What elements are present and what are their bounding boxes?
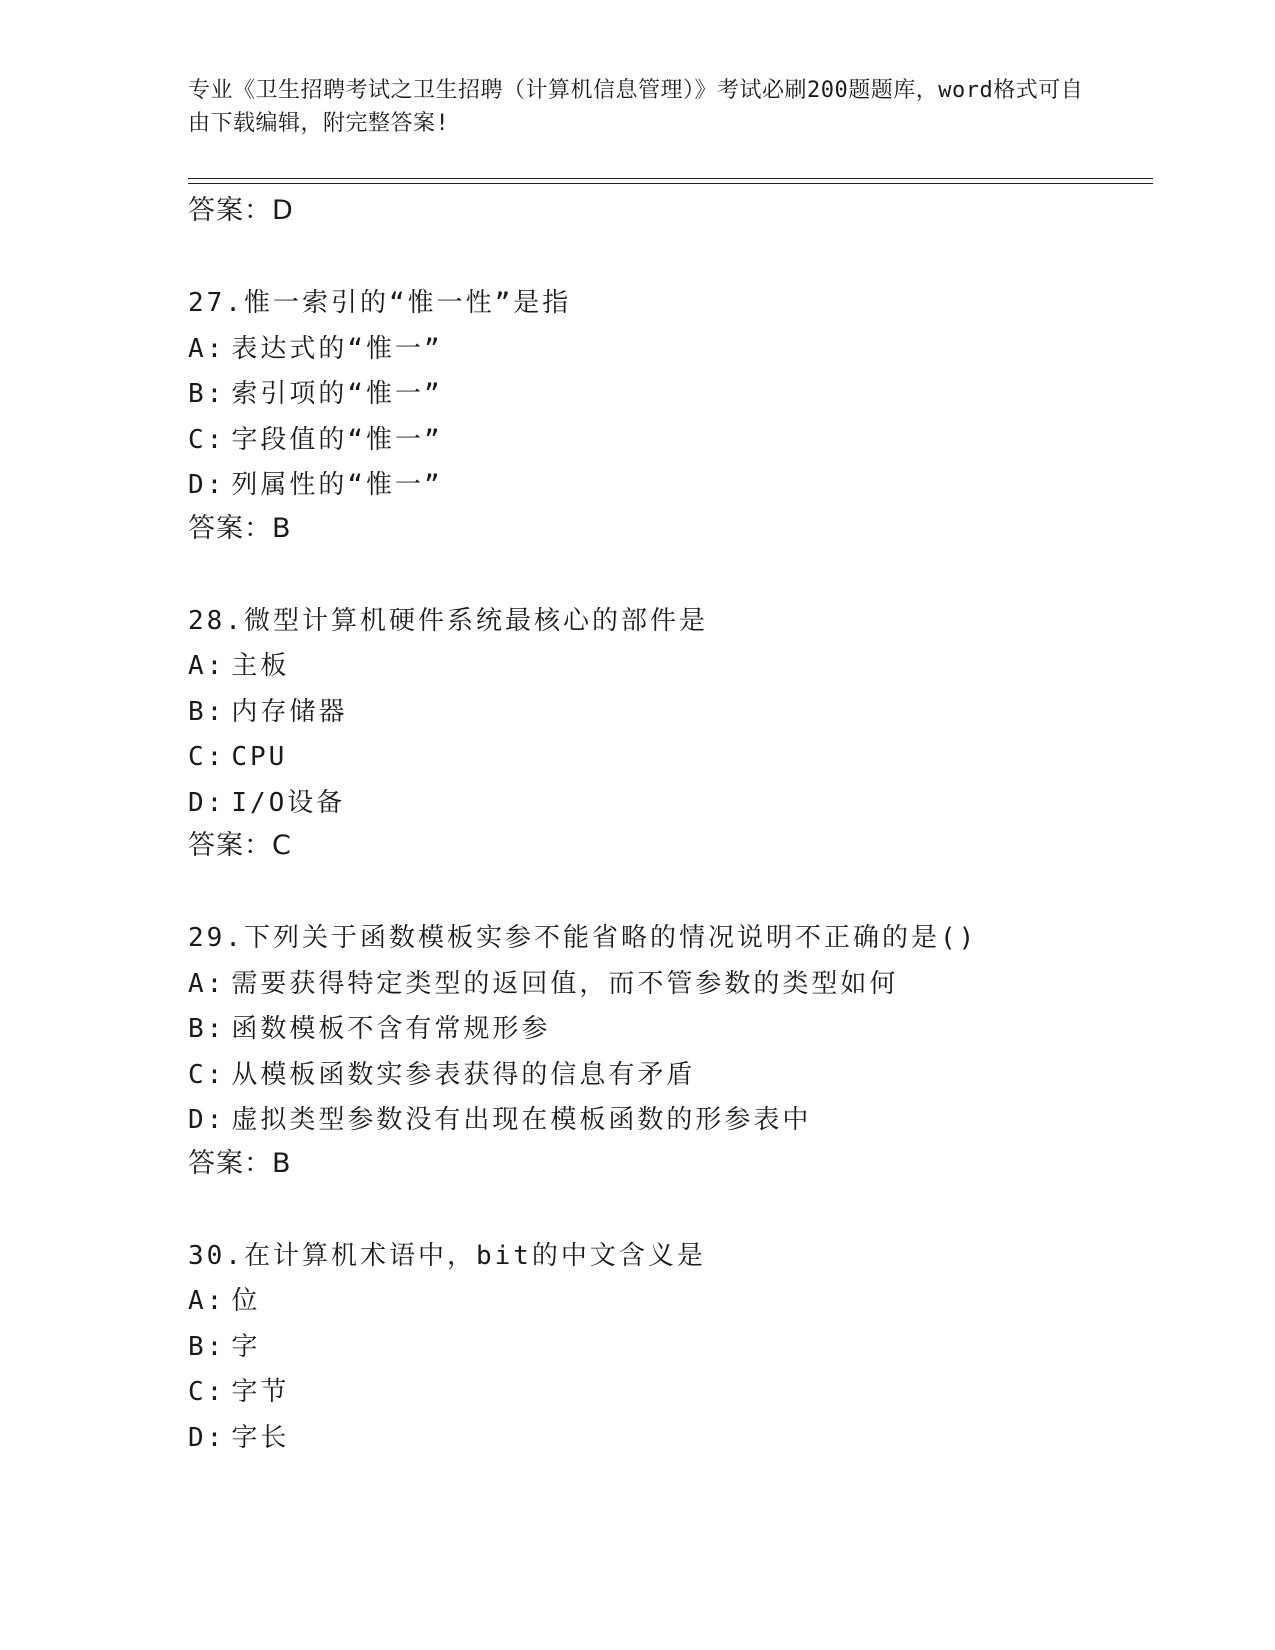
option-letter: C:	[188, 424, 226, 455]
answer-option	[188, 463, 1148, 509]
option-letter: B:	[188, 379, 226, 409]
option-text: 虚拟类型参数没有出现在模板函数的形参表中	[231, 1105, 812, 1135]
question-spacer	[188, 1184, 1148, 1234]
answer-option	[188, 1416, 1148, 1462]
answer-option	[188, 1370, 1148, 1416]
answer-option	[188, 781, 1148, 827]
answer-label: 答案：	[188, 1147, 272, 1179]
option-letter: D:	[188, 470, 226, 500]
answer-option	[188, 1325, 1148, 1371]
option-letter: A:	[188, 1286, 226, 1316]
option-text: 索引项的“惟一”	[231, 379, 443, 409]
answer-value: C	[272, 830, 292, 861]
option-text: 表达式的“惟一”	[231, 333, 443, 364]
answer-option	[188, 735, 1148, 781]
answer-option	[188, 644, 1148, 690]
option-text: CPU	[231, 742, 288, 772]
answer-option	[188, 418, 1148, 464]
question-stem: 30.在计算机术语中，bit的中文含义是	[188, 1240, 706, 1271]
answer-option	[188, 1098, 1148, 1144]
answer-option	[188, 962, 1148, 1008]
question-block	[188, 599, 1148, 867]
option-letter: A:	[188, 968, 226, 999]
option-letter: A:	[188, 651, 226, 681]
answer-line	[188, 509, 1148, 549]
option-text: 字长	[231, 1422, 290, 1453]
option-letter: C:	[188, 1059, 226, 1090]
option-letter: D:	[188, 787, 226, 818]
question-stem: 29.下列关于函数模板实参不能省略的情况说明不正确的是()	[188, 923, 978, 953]
option-letter: C:	[188, 742, 226, 772]
question-spacer	[188, 866, 1148, 916]
question-stem: 28.微型计算机硬件系统最核心的部件是	[188, 605, 708, 636]
option-letter: B:	[188, 1331, 226, 1362]
option-text: 字节	[231, 1377, 290, 1407]
option-letter: B:	[188, 696, 226, 727]
option-text: 从模板函数实参表获得的信息有矛盾	[231, 1059, 696, 1090]
option-text: 列属性的“惟一”	[231, 470, 443, 500]
answer-option	[188, 327, 1148, 373]
answer-line	[188, 1144, 1148, 1184]
document-body	[188, 191, 1148, 1461]
answer-label: 答案：	[188, 512, 272, 544]
answer-option	[188, 690, 1148, 736]
answer-label: 答案：	[188, 195, 272, 226]
option-letter: D:	[188, 1422, 226, 1453]
option-text: I/O设备	[231, 787, 346, 818]
answer-option	[188, 1279, 1148, 1325]
answer-option	[188, 372, 1148, 418]
option-text: 需要获得特定类型的返回值，而不管参数的类型如何	[231, 968, 899, 999]
option-text: 字段值的“惟一”	[231, 424, 443, 455]
page-header: 专业《卫生招聘考试之卫生招聘（计算机信息管理）》考试必刷200题题库，word格式可自由下载编辑，附完整答案!	[188, 78, 1084, 136]
option-text: 字	[231, 1331, 261, 1362]
answer-value: B	[272, 512, 292, 544]
answer-line	[188, 826, 1148, 866]
question-block	[188, 281, 1148, 549]
answer-label: 答案：	[188, 830, 272, 861]
option-letter: C:	[188, 1377, 226, 1407]
option-text: 函数模板不含有常规形参	[231, 1014, 551, 1044]
question-spacer	[188, 231, 1148, 281]
question-block	[188, 1234, 1148, 1462]
option-letter: D:	[188, 1105, 226, 1135]
answer-option	[188, 1007, 1148, 1053]
answer-option	[188, 1053, 1148, 1099]
question-spacer	[188, 549, 1148, 599]
option-letter: B:	[188, 1014, 226, 1044]
option-text: 主板	[231, 651, 290, 681]
option-letter: A:	[188, 333, 226, 364]
question-stem: 27.惟一索引的“惟一性”是指	[188, 288, 572, 318]
question-block	[188, 916, 1148, 1184]
option-text: 内存储器	[231, 696, 348, 727]
answer-value: B	[272, 1147, 292, 1179]
answer-value: D	[272, 195, 294, 226]
option-text: 位	[231, 1286, 261, 1316]
header-divider-top	[188, 178, 1153, 179]
header-divider-bottom	[188, 183, 1153, 184]
answer-line	[188, 191, 1148, 231]
